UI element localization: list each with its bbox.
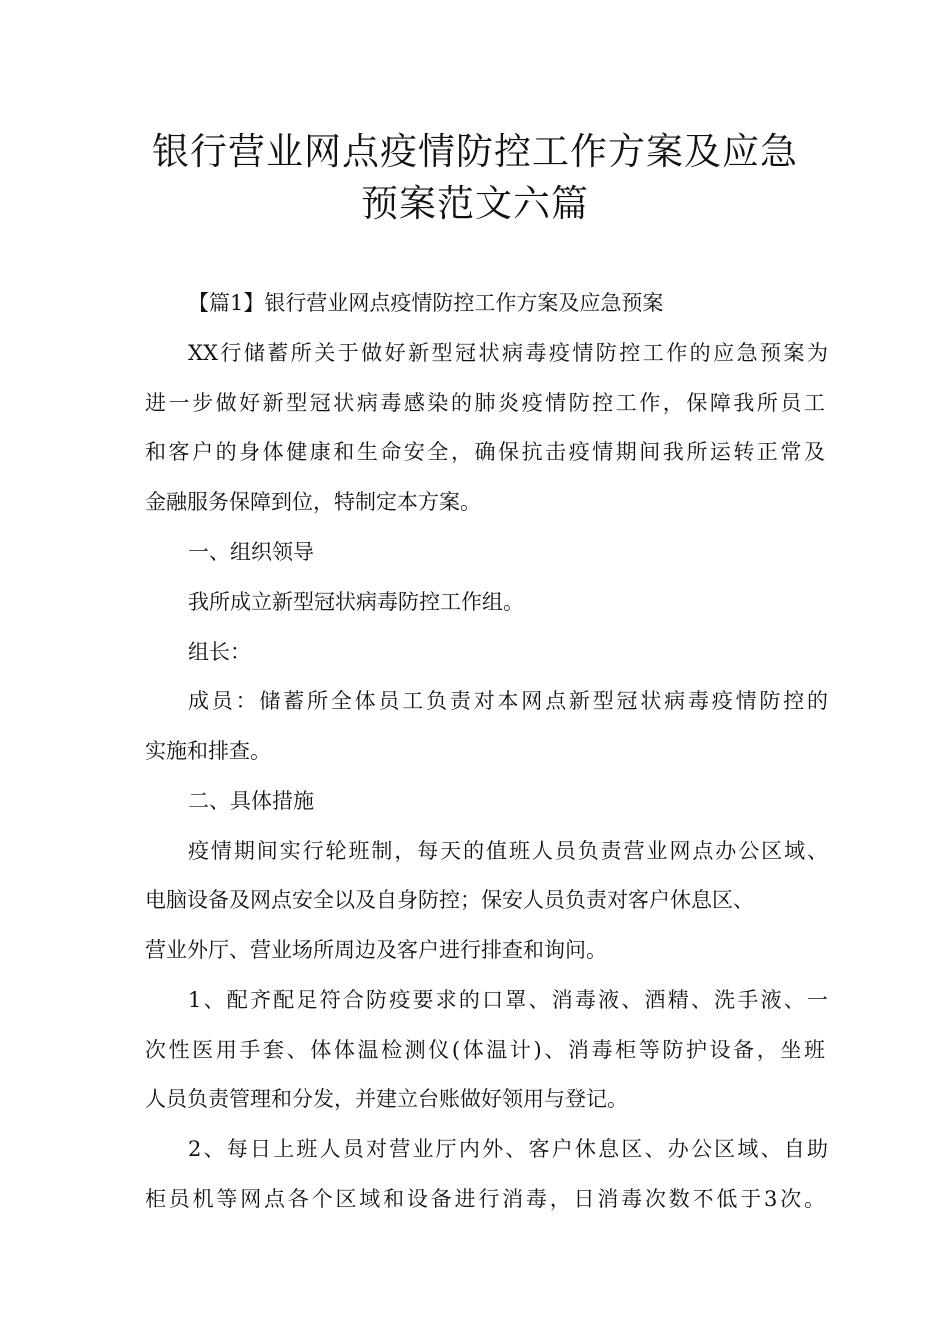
paragraph-line: 进一步做好新型冠状病毒感染的肺炎疫情防控工作，保障我所员工	[145, 391, 825, 415]
section-heading: 一、组织领导	[188, 540, 314, 564]
paragraph-line: 营业外厅、营业场所周边及客户进行排查和询问。	[145, 938, 607, 962]
paragraph-line: 疫情期间实行轮班制，每天的值班人员负责营业网点办公区域、	[188, 839, 828, 863]
paragraph-line: 2、每日上班人员对营业厅内外、客户休息区、办公区域、自助	[188, 1137, 828, 1161]
document-title-line-2: 预案范文六篇	[361, 182, 589, 225]
paragraph-line: 次性医用手套、体体温检测仪(体温计)、消毒柜等防护设备，坐班	[145, 1038, 825, 1062]
paragraph-line: 1、配齐配足符合防疫要求的口罩、消毒液、酒精、洗手液、一	[188, 988, 828, 1012]
paragraph-line: 和客户的身体健康和生命安全，确保抗击疫情期间我所运转正常及	[145, 440, 825, 464]
section-heading: 二、具体措施	[188, 789, 314, 813]
paragraph-line: 实施和排查。	[145, 739, 271, 763]
paragraph-line: 成员：储蓄所全体员工负责对本网点新型冠状病毒疫情防控的	[188, 689, 828, 713]
paragraph-line: 电脑设备及网点安全以及自身防控；保安人员负责对客户休息区、	[145, 888, 754, 912]
paragraph-line: 组长：	[188, 640, 251, 664]
paragraph-line: 柜员机等网点各个区域和设备进行消毒，日消毒次数不低于3次。	[145, 1187, 825, 1211]
paragraph-line: 我所成立新型冠状病毒防控工作组。	[188, 590, 524, 614]
paragraph-line: 人员负责管理和分发，并建立台账做好领用与登记。	[145, 1087, 628, 1111]
section-heading-part-1: 【篇1】银行营业网点疫情防控工作方案及应急预案	[188, 291, 664, 315]
document-title-line-1: 银行营业网点疫情防控工作方案及应急	[152, 130, 798, 173]
paragraph-line: XX行储蓄所关于做好新型冠状病毒疫情防控工作的应急预案为	[188, 341, 828, 365]
paragraph-line: 金融服务保障到位，特制定本方案。	[145, 490, 481, 514]
